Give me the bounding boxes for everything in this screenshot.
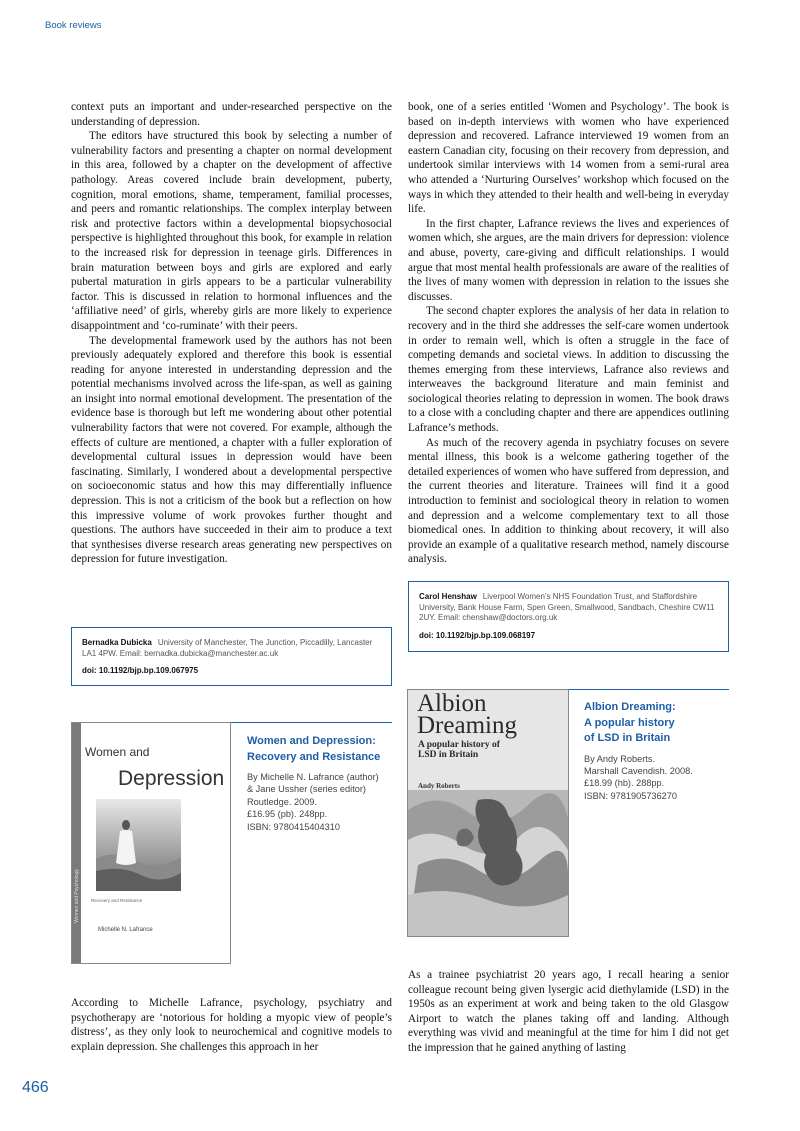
- paragraph: In the first chapter, Lafrance reviews the lives and experiences of women which, she argues, are the main drivers for depression: violence and abuse, poverty, care-giving and difficult relationships. I would argue that most mental health professionals are aware of the realities of the lives of many women with depression in relation to the issues she discusses.: [408, 217, 729, 303]
- left-column-bottom: [71, 996, 392, 1054]
- book-detail: & Jane Ussher (series editor): [247, 784, 366, 795]
- book-title: [247, 734, 397, 765]
- cover-subtitle-line: LSD in Britain: [418, 750, 479, 760]
- cover-subtitle: [418, 740, 500, 760]
- reviewer-line: [419, 592, 718, 624]
- book-detail: £18.99 (hb). 288pp.: [584, 778, 665, 789]
- cover-author: Michelle N. Lafrance: [98, 927, 153, 933]
- book-block-rule: [569, 689, 729, 690]
- book-title-line: Albion Dreaming:: [584, 701, 676, 713]
- book-info-albion: [584, 700, 734, 802]
- book-detail: Routledge. 2009.: [247, 796, 317, 807]
- left-column-top: [71, 100, 392, 567]
- reviewer-affiliation: Liverpool Women’s NHS Foundation Trust, and Staffordshire University, Bank House Farm, Spen Green, Smallwood, Sandbach, Cheshire CW11 2UY. Email: chenshaw@doctors.org.uk: [419, 592, 715, 622]
- reviewer-doi: doi: 10.1192/bjp.bp.109.068197: [419, 630, 536, 640]
- reviewer-affiliation: University of Manchester, The Junction, Piccadilly, Lancaster LA1 4PW. Email: bernadka.dubicka@manchester.ac.uk: [82, 638, 373, 658]
- cover-title: [417, 690, 517, 739]
- paragraph: The editors have structured this book by selecting a number of vulnerability factors and presenting a chapter on normal development in this area, followed by a chapter on the development of affective pathology. Areas covered include brain development, puberty, cognition, moral emotions, shame, temperament, familial processes, and peers and romantic relationships. The complex interplay between risk and protective factors within a developmental biopsychosocial perspective is highlighted throughout this book, for example in relation to the increased risk for depression in teenage girls. Differences in brain maturation between boys and girls are explored and early pubertal maturation in girls appears to be a particular vulnerability factor. This is discussed in relation to hormonal influences and the ‘affiliative need’ of girls, whereby girls are more likely to experience disappointment and ‘co-ruminate’ with their peers.: [71, 130, 392, 332]
- cover-subtitle-line: A popular history of: [418, 740, 500, 750]
- book-title: [584, 700, 734, 747]
- paragraph: The developmental framework used by the authors has not been previously adequately explored and therefore this book is essential reading for anyone interested in understanding depression and the potential mechanisms involved across the life-span, as well as gaining an insight into normal emotional development. The presentation of the evidence base is thorough but left me wondering about other potential vulnerability factors that were not covered. For example, although the effects of culture are mentioned, a chapter with a fuller exploration of developmental cultural issues in depression would have been fascinating. Similarly, I wondered about a developmental perspective on socioeconomic status and how this may differentially influence depression. This is not a criticism of the book but a reflection on how this impressive volume of work provokes further thought and questions. The authors have succeeded in their aim to produce a text that synthesises diverse research areas generating new perspectives on depression for future investigation.: [71, 334, 392, 566]
- reviewer-name: Bernadka Dubicka: [82, 638, 152, 647]
- reviewer-box-left: [71, 627, 392, 686]
- book-detail: £16.95 (pb). 248pp.: [247, 809, 328, 820]
- book-cover-albion-dreaming: [407, 689, 569, 937]
- running-head: Book reviews: [45, 20, 102, 31]
- right-column-bottom: [408, 968, 729, 1056]
- book-detail: By Michelle N. Lafrance (author): [247, 772, 379, 782]
- page-number: 466: [22, 1079, 49, 1096]
- reviewer-line: [82, 638, 381, 659]
- book-detail: Marshall Cavendish. 2008.: [584, 765, 693, 776]
- cover-title-main: Depression: [118, 767, 225, 790]
- paragraph: context puts an important and under-researched perspective on the understanding of depression.: [71, 101, 392, 128]
- reviewer-name: Carol Henshaw: [419, 592, 477, 601]
- cover-title-line: Dreaming: [417, 712, 517, 739]
- paragraph: According to Michelle Lafrance, psychology, psychiatry and psychotherapy are ‘notorious for holding a myopic view of people’s distress’, as they only look to neurochemical and cognitive models to explain depression. She challenges this approach in her: [71, 997, 392, 1053]
- paragraph: As a trainee psychiatrist 20 years ago, I recall hearing a senior colleague recount being given lysergic acid diethylamide (LSD) in the 1950s as an experiment at work and being taken to the old Glasgow Airport to watch the planes taking off and landing. Although everything was vivid and meaningful at the time for him I did not get the impression that he gained anything of lasting: [408, 969, 729, 1054]
- book-title-line: A popular history: [584, 716, 675, 729]
- reviewer-box-right: [408, 581, 729, 652]
- book-cover-women-and-depression: [71, 722, 231, 964]
- cover-spine: [72, 723, 81, 963]
- reviewer-doi: doi: 10.1192/bjp.bp.109.067975: [82, 666, 199, 675]
- paragraph: As much of the recovery agenda in psychiatry focuses on severe mental illness, this book is a welcome gathering together of the detailed experiences of women who have suffered from depression, and the current theories and literature. Trainees will find it a good introduction to feminist and sociological theory in relation to women and depression and a welcome complementary text to all those biomedical ones. In addition to thinking about recovery, it will also provide an example of a qualitative research method, namely discourse analysis.: [408, 436, 730, 566]
- paragraph: The second chapter explores the analysis of her data in relation to recovery and in the third she addresses the self-care women undertook in order to remain well, which is often a struggle in the face of competing demands and societal views. In addition to discussing the themes emerging from these interviews, Lafrance also reviews and interweaves the background literature and main feminist and sociological theories relating to depression in women. The book draws to a close with a concluding chapter and there are appendices outlining Lafrance’s methods.: [408, 305, 729, 435]
- book-detail: By Andy Roberts.: [584, 753, 655, 764]
- cover-photo: [96, 799, 181, 891]
- book-detail: ISBN: 9780415404310: [247, 821, 340, 832]
- cover-author: Andy Roberts: [418, 782, 460, 790]
- book-info-women: [247, 734, 397, 833]
- right-column-top: [408, 100, 729, 567]
- book-detail: ISBN: 9781905736270: [584, 790, 677, 801]
- book-title-line: of LSD in Britain: [584, 732, 671, 744]
- paragraph: book, one of a series entitled ‘Women and Psychology’. The book is based on in-depth interviews with women who have experienced depression and recovered. Lafrance interviewed 19 women from an eastern Canadian city, focusing on their recovery from depression, and undertook similar interviews with 14 women from a semi-rural area who attended a ‘Nurturing Ourselves’ workshop which focused on the ways in which they attended to their health and well-being in everyday life.: [408, 101, 729, 216]
- cover-title-top: Women and: [85, 745, 150, 759]
- book-title-line: Women and Depression:: [247, 735, 376, 747]
- book-title-line: Recovery and Resistance: [247, 750, 381, 763]
- cover-title-line: Albion: [417, 690, 487, 717]
- cover-spine-text: Women and Psychology: [74, 869, 80, 923]
- cover-subtitle: Recovery and Resistance: [91, 898, 143, 903]
